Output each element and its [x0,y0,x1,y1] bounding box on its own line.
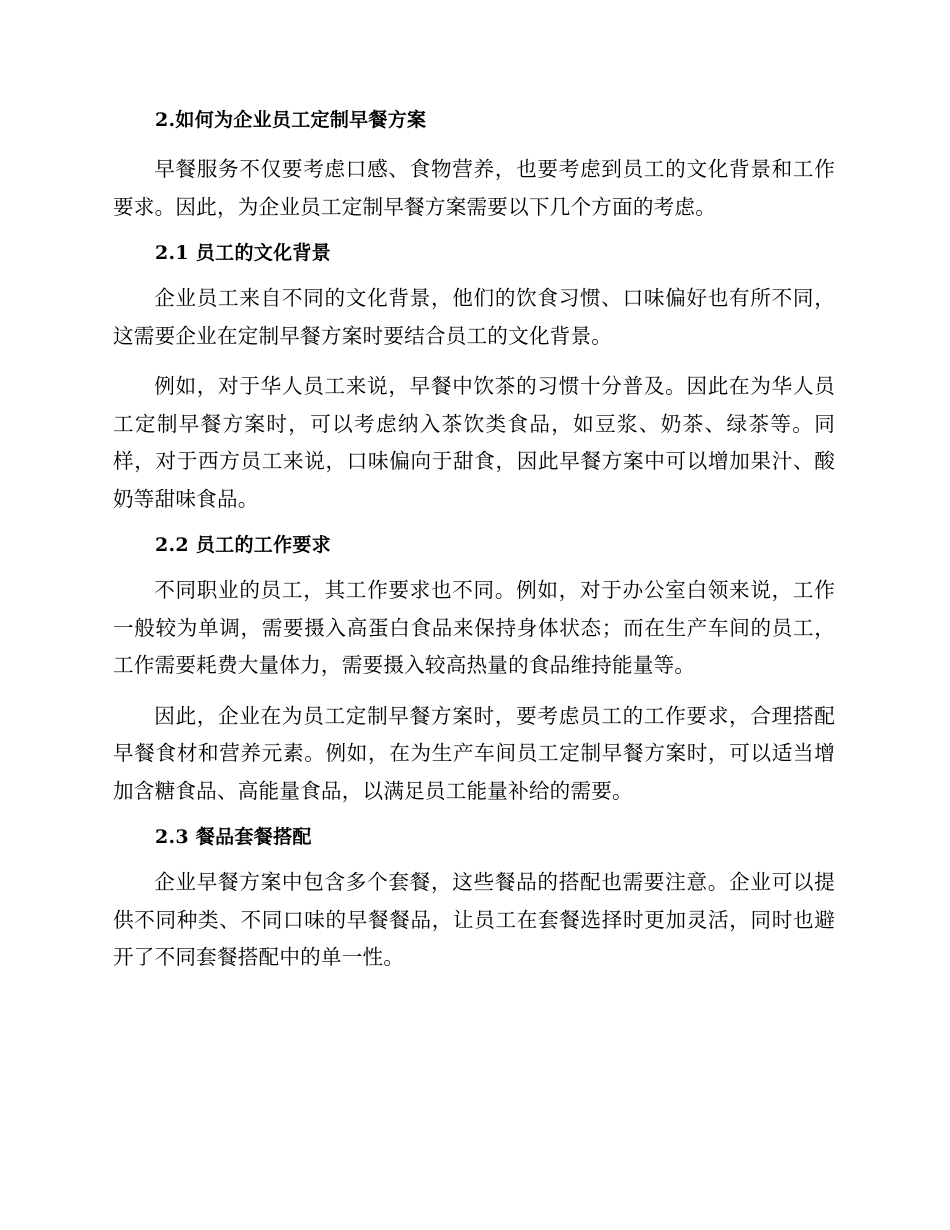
work-paragraph-2: 因此，企业在为员工定制早餐方案时，要考虑员工的工作要求，合理搭配早餐食材和营养元素。例如，在为生产车间员工定制早餐方案时，可以适当增加含糖食品、高能量食品，以满足员工能量补给的需要。 [113,703,835,803]
subsection-title-culture: 2.1 员工的文化背景 [155,242,331,264]
culture-paragraph-2: 例如，对于华人员工来说，早餐中饮茶的习惯十分普及。因此在为华人员工定制早餐方案时，可以考虑纳入茶饮类食品，如豆浆、奶茶、绿茶等。同样，对于西方员工来说，口味偏向于甜食，因此早餐方案中可以增加果汁、酸奶等甜味食品。 [113,374,835,511]
culture-paragraph-1: 企业员工来自不同的文化背景，他们的饮食习惯、口味偏好也有所不同，这需要企业在定制早餐方案时要结合员工的文化背景。 [113,286,835,348]
work-paragraph-1: 不同职业的员工，其工作要求也不同。例如，对于办公室白领来说，工作一般较为单调，需要摄入高蛋白食品来保持身体状态；而在生产车间的员工，工作需要耗费大量体力，需要摄入较高热量的食品维持能量等。 [113,578,835,677]
subsection-title-work: 2.2 员工的工作要求 [155,534,331,556]
meal-sets-paragraph-1: 企业早餐方案中包含多个套餐，这些餐品的搭配也需要注意。企业可以提供不同种类、不同口味的早餐餐品，让员工在套餐选择时更加灵活，同时也避开了不同套餐搭配中的单一性。 [113,870,835,969]
subsection-title-meal-sets: 2.3 餐品套餐搭配 [155,826,312,848]
document-page [113,106,835,977]
intro-paragraph: 早餐服务不仅要考虑口感、食物营养，也要考虑到员工的文化背景和工作要求。因此，为企业员工定制早餐方案需要以下几个方面的考虑。 [113,157,835,219]
section-title: 2.如何为企业员工定制早餐方案 [155,109,427,131]
